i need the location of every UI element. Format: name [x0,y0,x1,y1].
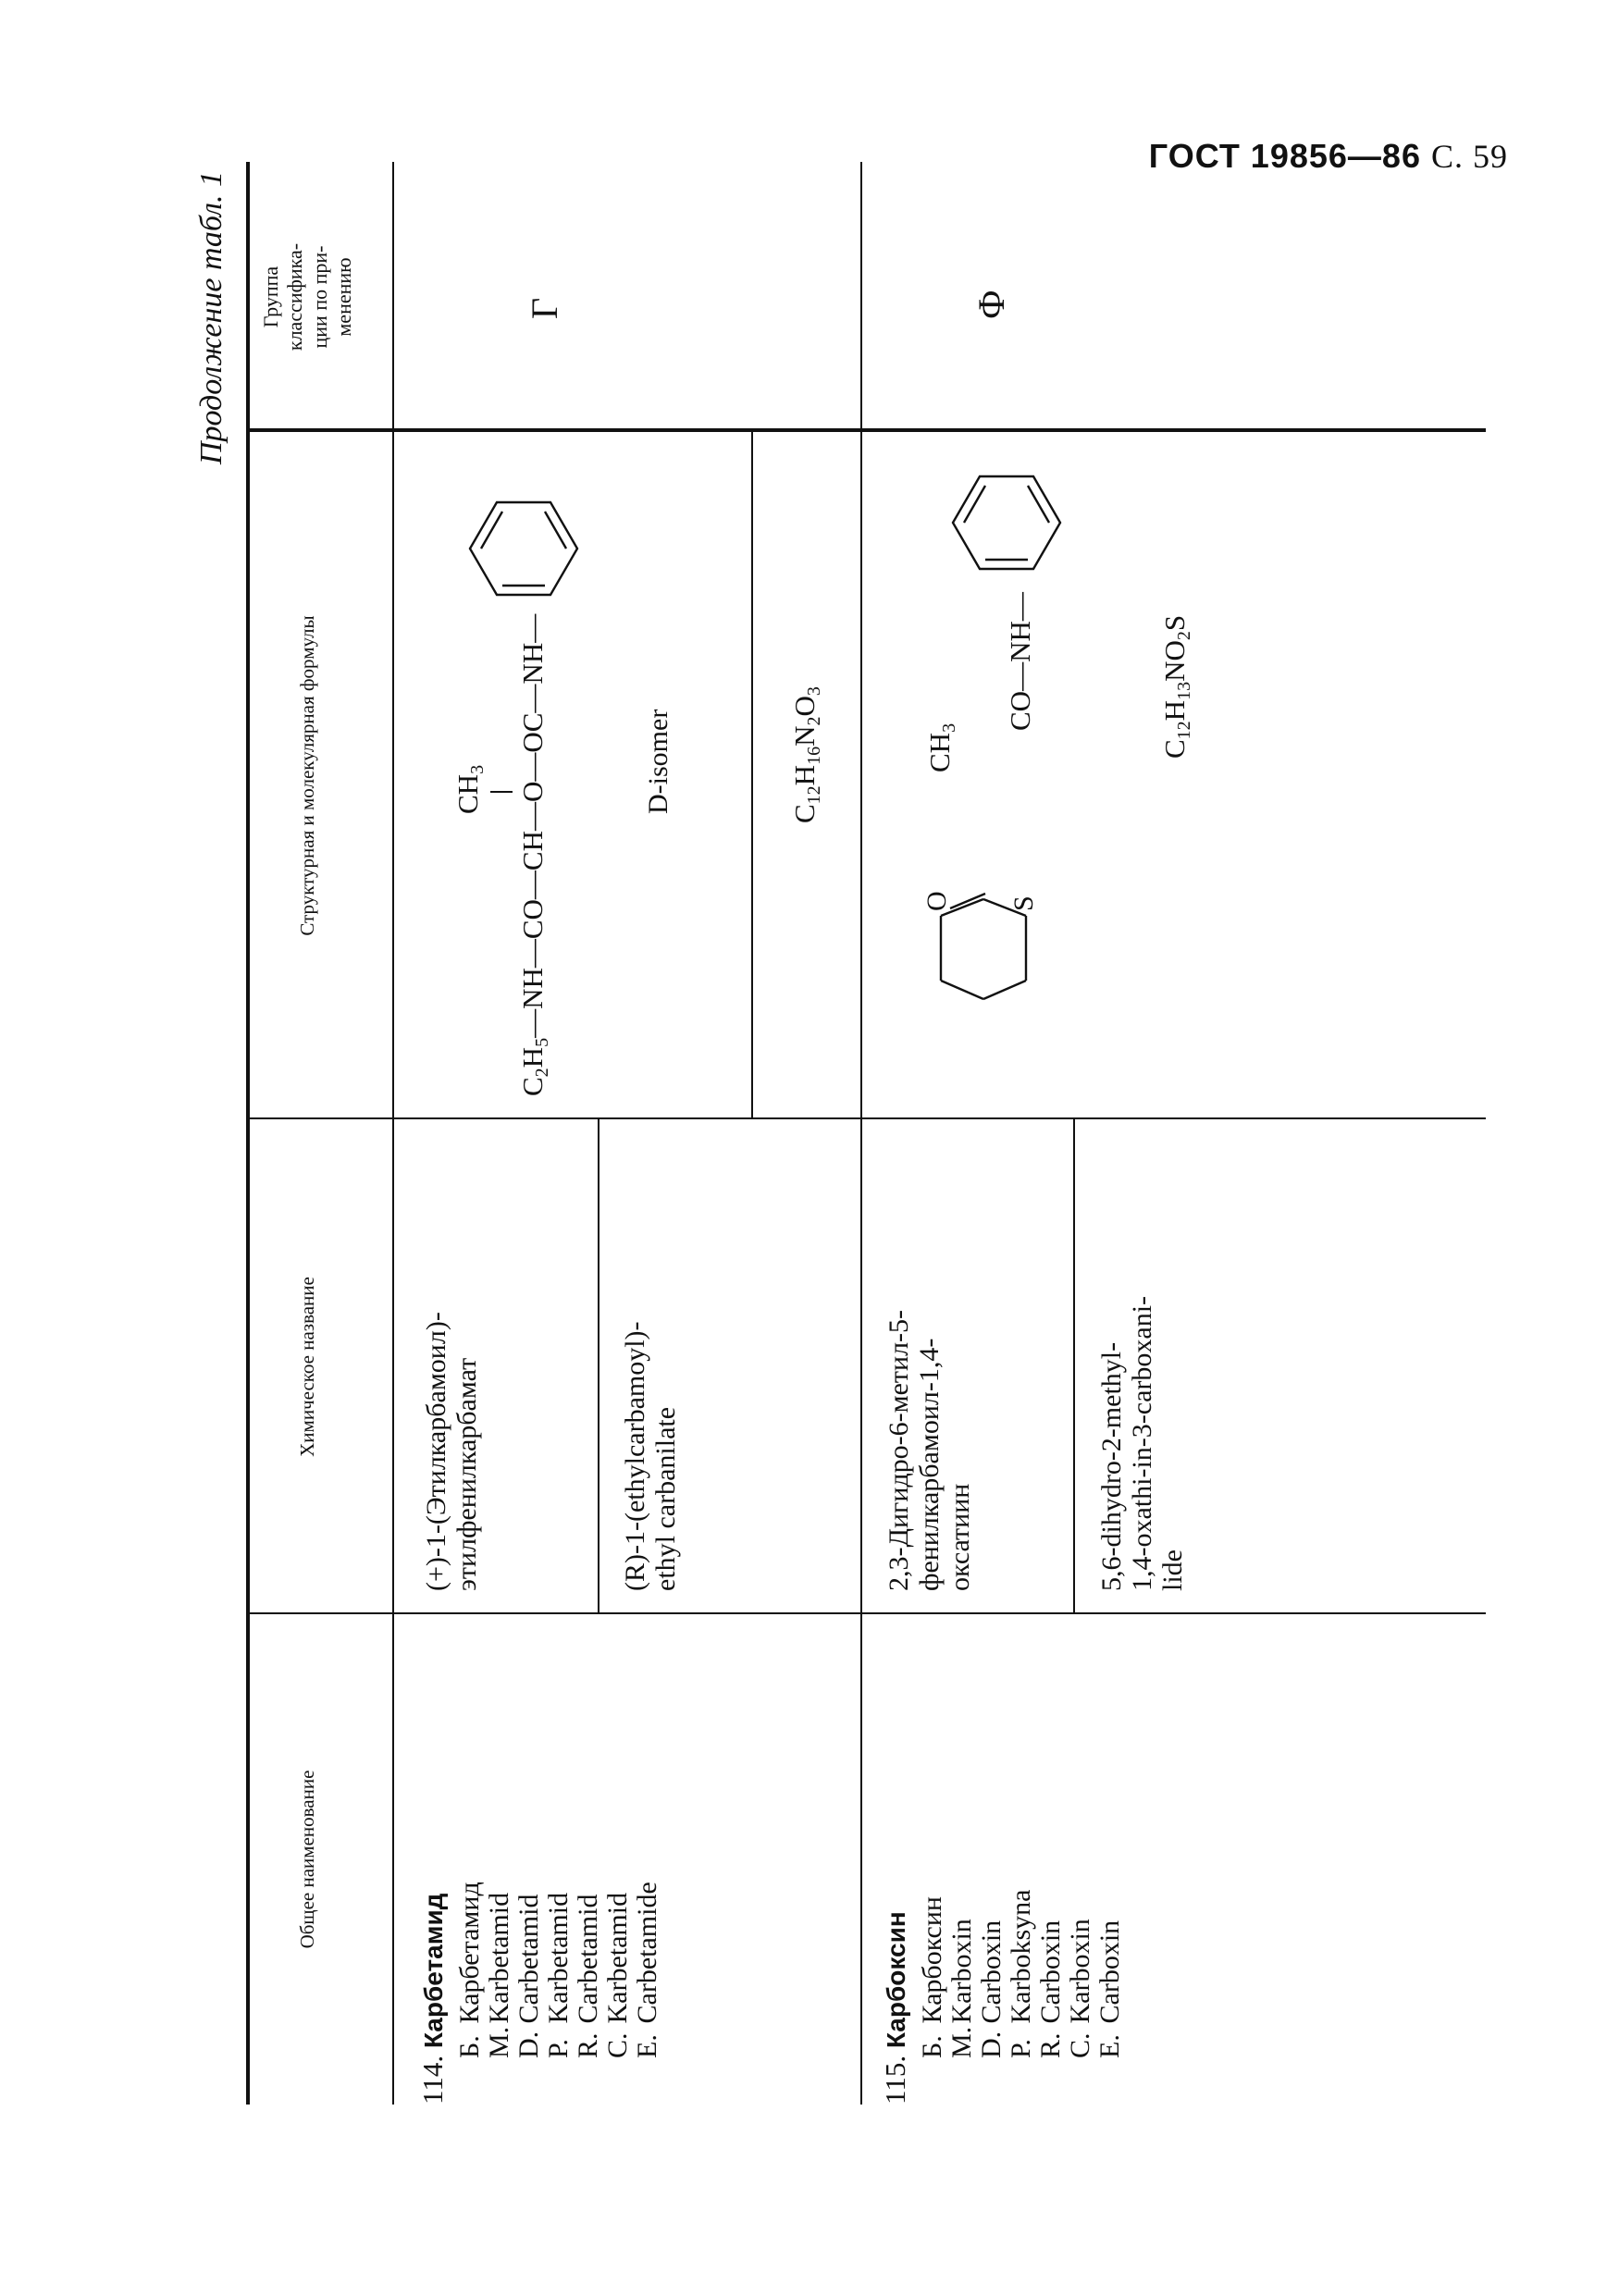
column-divider-2 [246,1117,1486,1119]
column-divider-1 [246,1612,1486,1614]
entry-number: 115. [879,2055,911,2105]
language-code: R. [573,2032,603,2058]
entry-114-chem-name-ru [421,1129,482,1591]
language-name: Carbetamid [513,1894,544,2031]
entry-115-chem-name-en [1096,1129,1188,1591]
formula-114-chain: $C_2H_5—NH—CO—CH—O—OC—NH—$ [516,613,552,1096]
language-code: E. [632,2034,662,2058]
entry-115-names [918,1890,1125,2058]
name-row [603,1882,633,2058]
language-name: Carboxin [976,1920,1007,2031]
entry-divider [860,162,862,2105]
chem-name-line: ethyl carbanilate [650,1406,681,1591]
name-row [1036,1890,1066,2058]
name-row [574,1882,603,2058]
ring-sulfur: S [1008,895,1039,911]
language-name: Karboxin [1065,1919,1095,2031]
language-name: Carbetamide [632,1882,662,2031]
name-row [947,1890,977,2058]
header-group-line-2: классифика- [283,242,307,352]
header-bottom-rule [392,162,394,2105]
header-common-name: Общее наименование [296,1770,318,1949]
language-name: Carbetamid [573,1894,603,2031]
entry-number: 114. [416,2055,449,2105]
chem-name-line: этилфенилкарбамат [451,1357,482,1591]
language-code: E. [1094,2034,1125,2058]
language-code: D. [976,2031,1007,2058]
language-name: Karboxin [946,1919,977,2031]
header-group-line-1: Группа [259,265,282,328]
chem-name-line: (+)-1-(Этилкарбамоил)- [421,1312,451,1591]
name-row [1007,1890,1036,2058]
chem-name-line: 2,3-Дигидро-6-метил-5- [884,1309,914,1591]
ring-oxygen: O [921,891,952,911]
name-row [1095,1890,1125,2058]
name-row [1066,1890,1095,2058]
formula-114-ch3: $CH_3$ [451,764,488,814]
language-name: Carboxin [1094,1920,1125,2031]
chem-name-line: 5,6-dihydro-2-methyl- [1096,1341,1127,1591]
chem-name-divider-115 [1073,1119,1075,1614]
chem-name-line: фенилкарбамоил-1,4- [914,1338,945,1591]
table-top-rule [246,162,250,2105]
header-chemical-name: Химическое название [296,1277,318,1457]
header-formula: Структурная и молекулярная формулы [296,615,318,936]
name-row [918,1890,947,2058]
benzene-ring-114 [463,493,592,604]
group-code-115: Ф [970,290,1012,319]
language-code: D. [513,2031,544,2058]
entry-title-text: Карбоксин [882,1911,910,2049]
benzene-ring-115 [945,467,1075,578]
header-group-line-3: ции по при- [307,245,331,349]
language-code: C. [1065,2032,1095,2058]
formula-115-molecular: $C_{12}H_{13}NO_2S$ [1158,614,1194,759]
language-code: Б. [454,2035,485,2058]
header-group-line-4: менению [332,257,356,337]
chem-name-line: 1,4-oxathi-in-3-carboxani- [1127,1295,1157,1591]
language-name: Karbetamid [602,1892,633,2031]
entry-115-title [879,1911,912,2105]
language-name: Karbetamid [543,1892,574,2031]
entry-title-text: Карбетамид [419,1893,448,2049]
formula-115-ch3: $CH_3$ [923,722,959,772]
rotated-table [194,162,1499,2105]
language-name: Carboxin [1035,1920,1066,2031]
molecular-divider-114 [751,432,753,1119]
formula-114-isomer: D-isomer [643,709,674,814]
name-row [455,1882,485,2058]
group-code-114: Г [524,297,565,319]
language-code: Б. [917,2035,947,2058]
language-name: Карбетамид [454,1882,485,2031]
formula-114-bond-vertical [490,791,513,793]
entry-114-title [416,1894,450,2105]
name-row [633,1882,662,2058]
name-row [544,1882,574,2058]
chem-name-line: оксатиин [945,1483,975,1591]
language-code: М. [946,2026,977,2058]
name-row [485,1882,514,2058]
entry-115-chem-name-ru [884,1129,975,1591]
language-code: М. [484,2026,514,2058]
standard-number: ГОСТ 19856—86 [1148,137,1421,175]
language-name: Карбоксин [917,1896,947,2031]
formula-114-molecular: $C_{12}H_{16}N_2O_3$ [788,686,824,823]
language-name: Karbetamid [484,1892,514,2031]
header-group [259,162,357,432]
chem-name-divider-114 [598,1119,599,1614]
formula-115-conh: CO—NH— [1004,592,1036,731]
language-code: P. [543,2039,574,2058]
entry-114-names [455,1882,662,2058]
language-code: C. [602,2032,633,2058]
table-caption: Продолжение табл. 1 [194,171,229,465]
language-name: Karboksyna [1006,1889,1036,2031]
chem-name-line: (R)-1-(ethylcarbamoyl)- [620,1321,650,1591]
column-divider-3 [246,428,1486,432]
page-number: С. 59 [1430,138,1508,175]
name-row [514,1882,544,2058]
entry-114-chem-name-en [620,1129,681,1591]
language-code: P. [1006,2039,1036,2058]
name-row [977,1890,1007,2058]
language-code: R. [1035,2032,1066,2058]
chem-name-line: lide [1157,1549,1188,1591]
